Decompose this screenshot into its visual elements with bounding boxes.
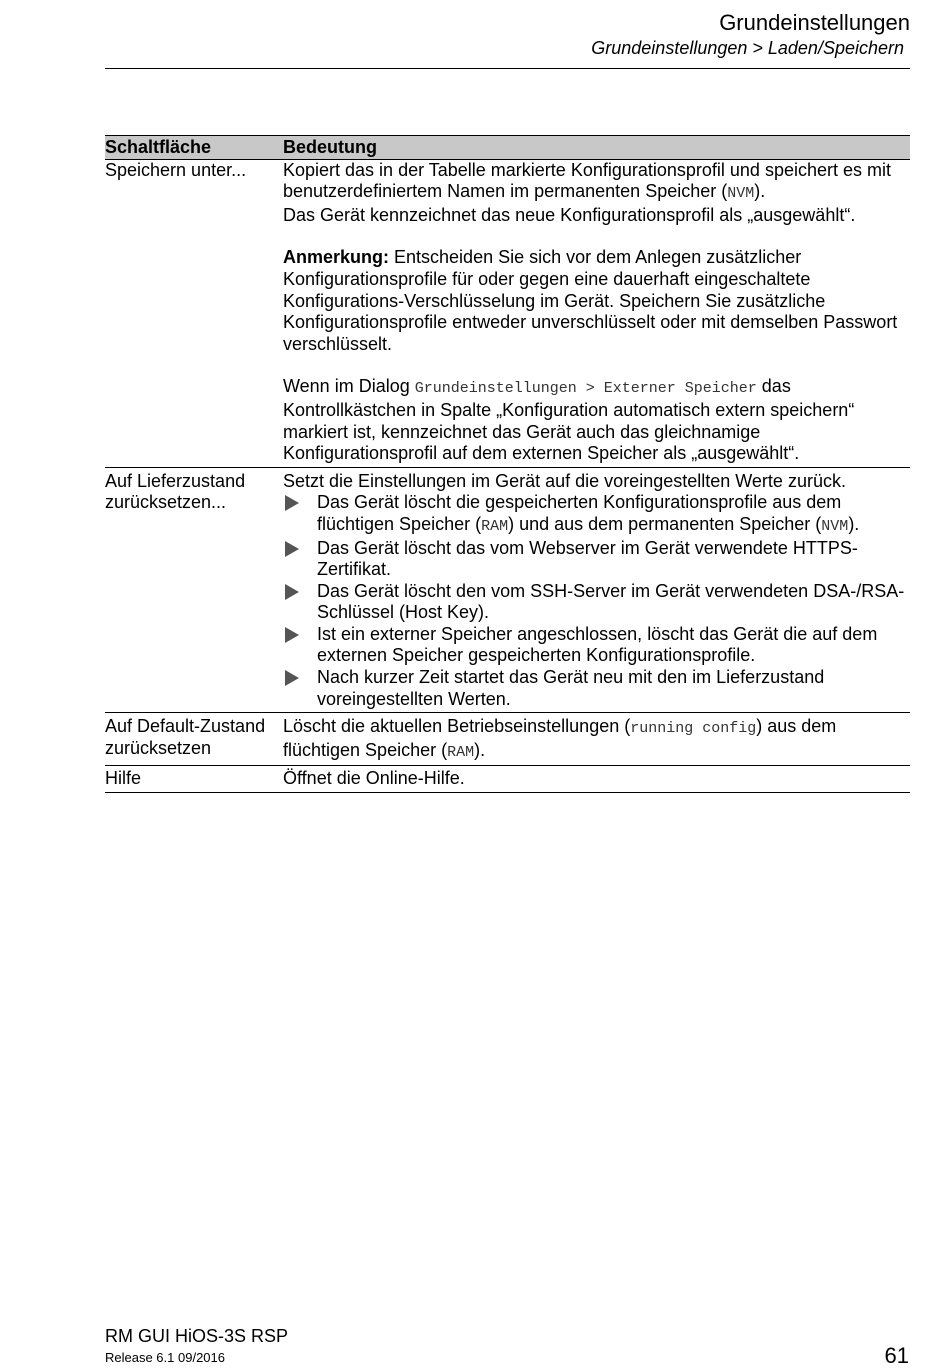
footer-release: Release 6.1 09/2016 [105, 1350, 225, 1365]
row-description [283, 716, 910, 763]
code-text: NVM [821, 517, 849, 535]
row-description [283, 160, 910, 465]
footer-document-title: RM GUI HiOS-3S RSP [105, 1326, 289, 1346]
code-text: RAM [481, 517, 509, 535]
text: das Kontrollkästchen in Spalte „Konfiguration automatisch extern speichern“ markiert ist, kennzeichnet das Gerät auch das gleichnamige Konfigurationsprofil auf dem externen Speicher als „ausgewählt“. [283, 376, 855, 464]
header-divider [105, 68, 910, 69]
paragraph [283, 160, 910, 205]
row-label-text: Auf Default-Zustand [105, 716, 266, 737]
list-item [283, 581, 910, 624]
text: Ist ein externer Speicher angeschlossen, löscht das Gerät die auf dem externen Speicher gespeicherten Konfigurationsprofile. [317, 623, 878, 666]
list-item [283, 538, 910, 581]
note-text: Entscheiden Sie sich vor dem Anlegen zusätzlicher Konfigurationsprofile für oder gegen eine dauerhaft eingeschaltete Konfigurations-Verschlüsselung im Gerät. Speichern Sie zusätzliche Konfigurationsprofile entweder unverschlüsselt oder mit demselben Passwort verschlüsselt. [283, 247, 898, 354]
text: ). [474, 739, 486, 760]
text: Das Gerät löscht den vom SSH-Server im Gerät verwendeten DSA-/RSA-Schlüssel (Host Key). [317, 580, 905, 623]
paragraph: Das Gerät kennzeichnet das neue Konfigurationsprofil als „ausgewählt“. [283, 204, 856, 225]
page-title: Grundeinstellungen [719, 10, 910, 35]
text: ) aus dem flüchtigen Speicher ( [283, 716, 837, 760]
code-text: Grundeinstellungen > Externer Speicher [414, 380, 757, 398]
text: Löscht die aktuellen Betriebseinstellungen ( [283, 716, 631, 737]
triangle-bullet-icon [285, 670, 299, 686]
text: Kopiert das in der Tabelle markierte Konfigurationsprofil und speichert es mit benutzerdefiniertem Namen im permanenten Speicher ( [283, 159, 891, 202]
row-label-text: Speichern unter... [105, 159, 247, 180]
list-item [283, 492, 910, 537]
table-row-factory-reset [105, 468, 910, 714]
row-label [105, 716, 283, 763]
row-label [105, 160, 283, 465]
column-header-meaning: Bedeutung [283, 137, 377, 157]
note-label: Anmerkung: [283, 247, 390, 268]
button-table [105, 135, 910, 793]
row-label-text: zurücksetzen [105, 737, 212, 758]
paragraph [283, 376, 910, 464]
table-row-default-reset [105, 713, 910, 766]
page-number: 61 [884, 1343, 909, 1368]
text: ) und aus dem permanenten Speicher ( [508, 513, 822, 534]
text: Das Gerät löscht das vom Webserver im Gerät verwendete HTTPS-Zertifikat. [317, 537, 858, 580]
bullet-list [283, 492, 910, 710]
code-text: running config [630, 720, 757, 738]
row-description [283, 768, 910, 790]
list-item [283, 667, 910, 710]
list-item [283, 624, 910, 667]
row-label-text: Hilfe [105, 768, 142, 789]
breadcrumb: Grundeinstellungen > Laden/Speichern [591, 38, 904, 58]
paragraph: Öffnet die Online-Hilfe. [283, 768, 465, 789]
triangle-bullet-icon [285, 541, 299, 557]
text: ). [754, 181, 766, 202]
table-header [105, 135, 910, 160]
table-row-help [105, 766, 910, 793]
text: Wenn im Dialog [283, 376, 415, 397]
paragraph: Setzt die Einstellungen im Gerät auf die voreingestellten Werte zurück. [283, 470, 846, 491]
triangle-bullet-icon [285, 627, 299, 643]
note-paragraph [283, 247, 910, 355]
row-description [283, 471, 910, 711]
triangle-bullet-icon [285, 495, 299, 511]
row-label [105, 768, 283, 790]
column-header-button: Schaltfläche [105, 137, 212, 157]
text: Nach kurzer Zeit startet das Gerät neu mit den im Lieferzustand voreingestellten Werten. [317, 667, 825, 709]
triangle-bullet-icon [285, 584, 299, 600]
text: ). [848, 513, 860, 534]
paragraph [283, 716, 910, 763]
table-row-save-as [105, 160, 910, 468]
text: Das Gerät löscht die gespeicherten Konfigurationsprofile aus dem flüchtigen Speicher ( [317, 492, 842, 534]
code-text: RAM [447, 743, 475, 761]
row-label [105, 471, 283, 711]
row-label-text: zurücksetzen... [105, 492, 227, 513]
row-label-text: Auf Lieferzustand [105, 470, 246, 491]
code-text: NVM [727, 185, 755, 203]
